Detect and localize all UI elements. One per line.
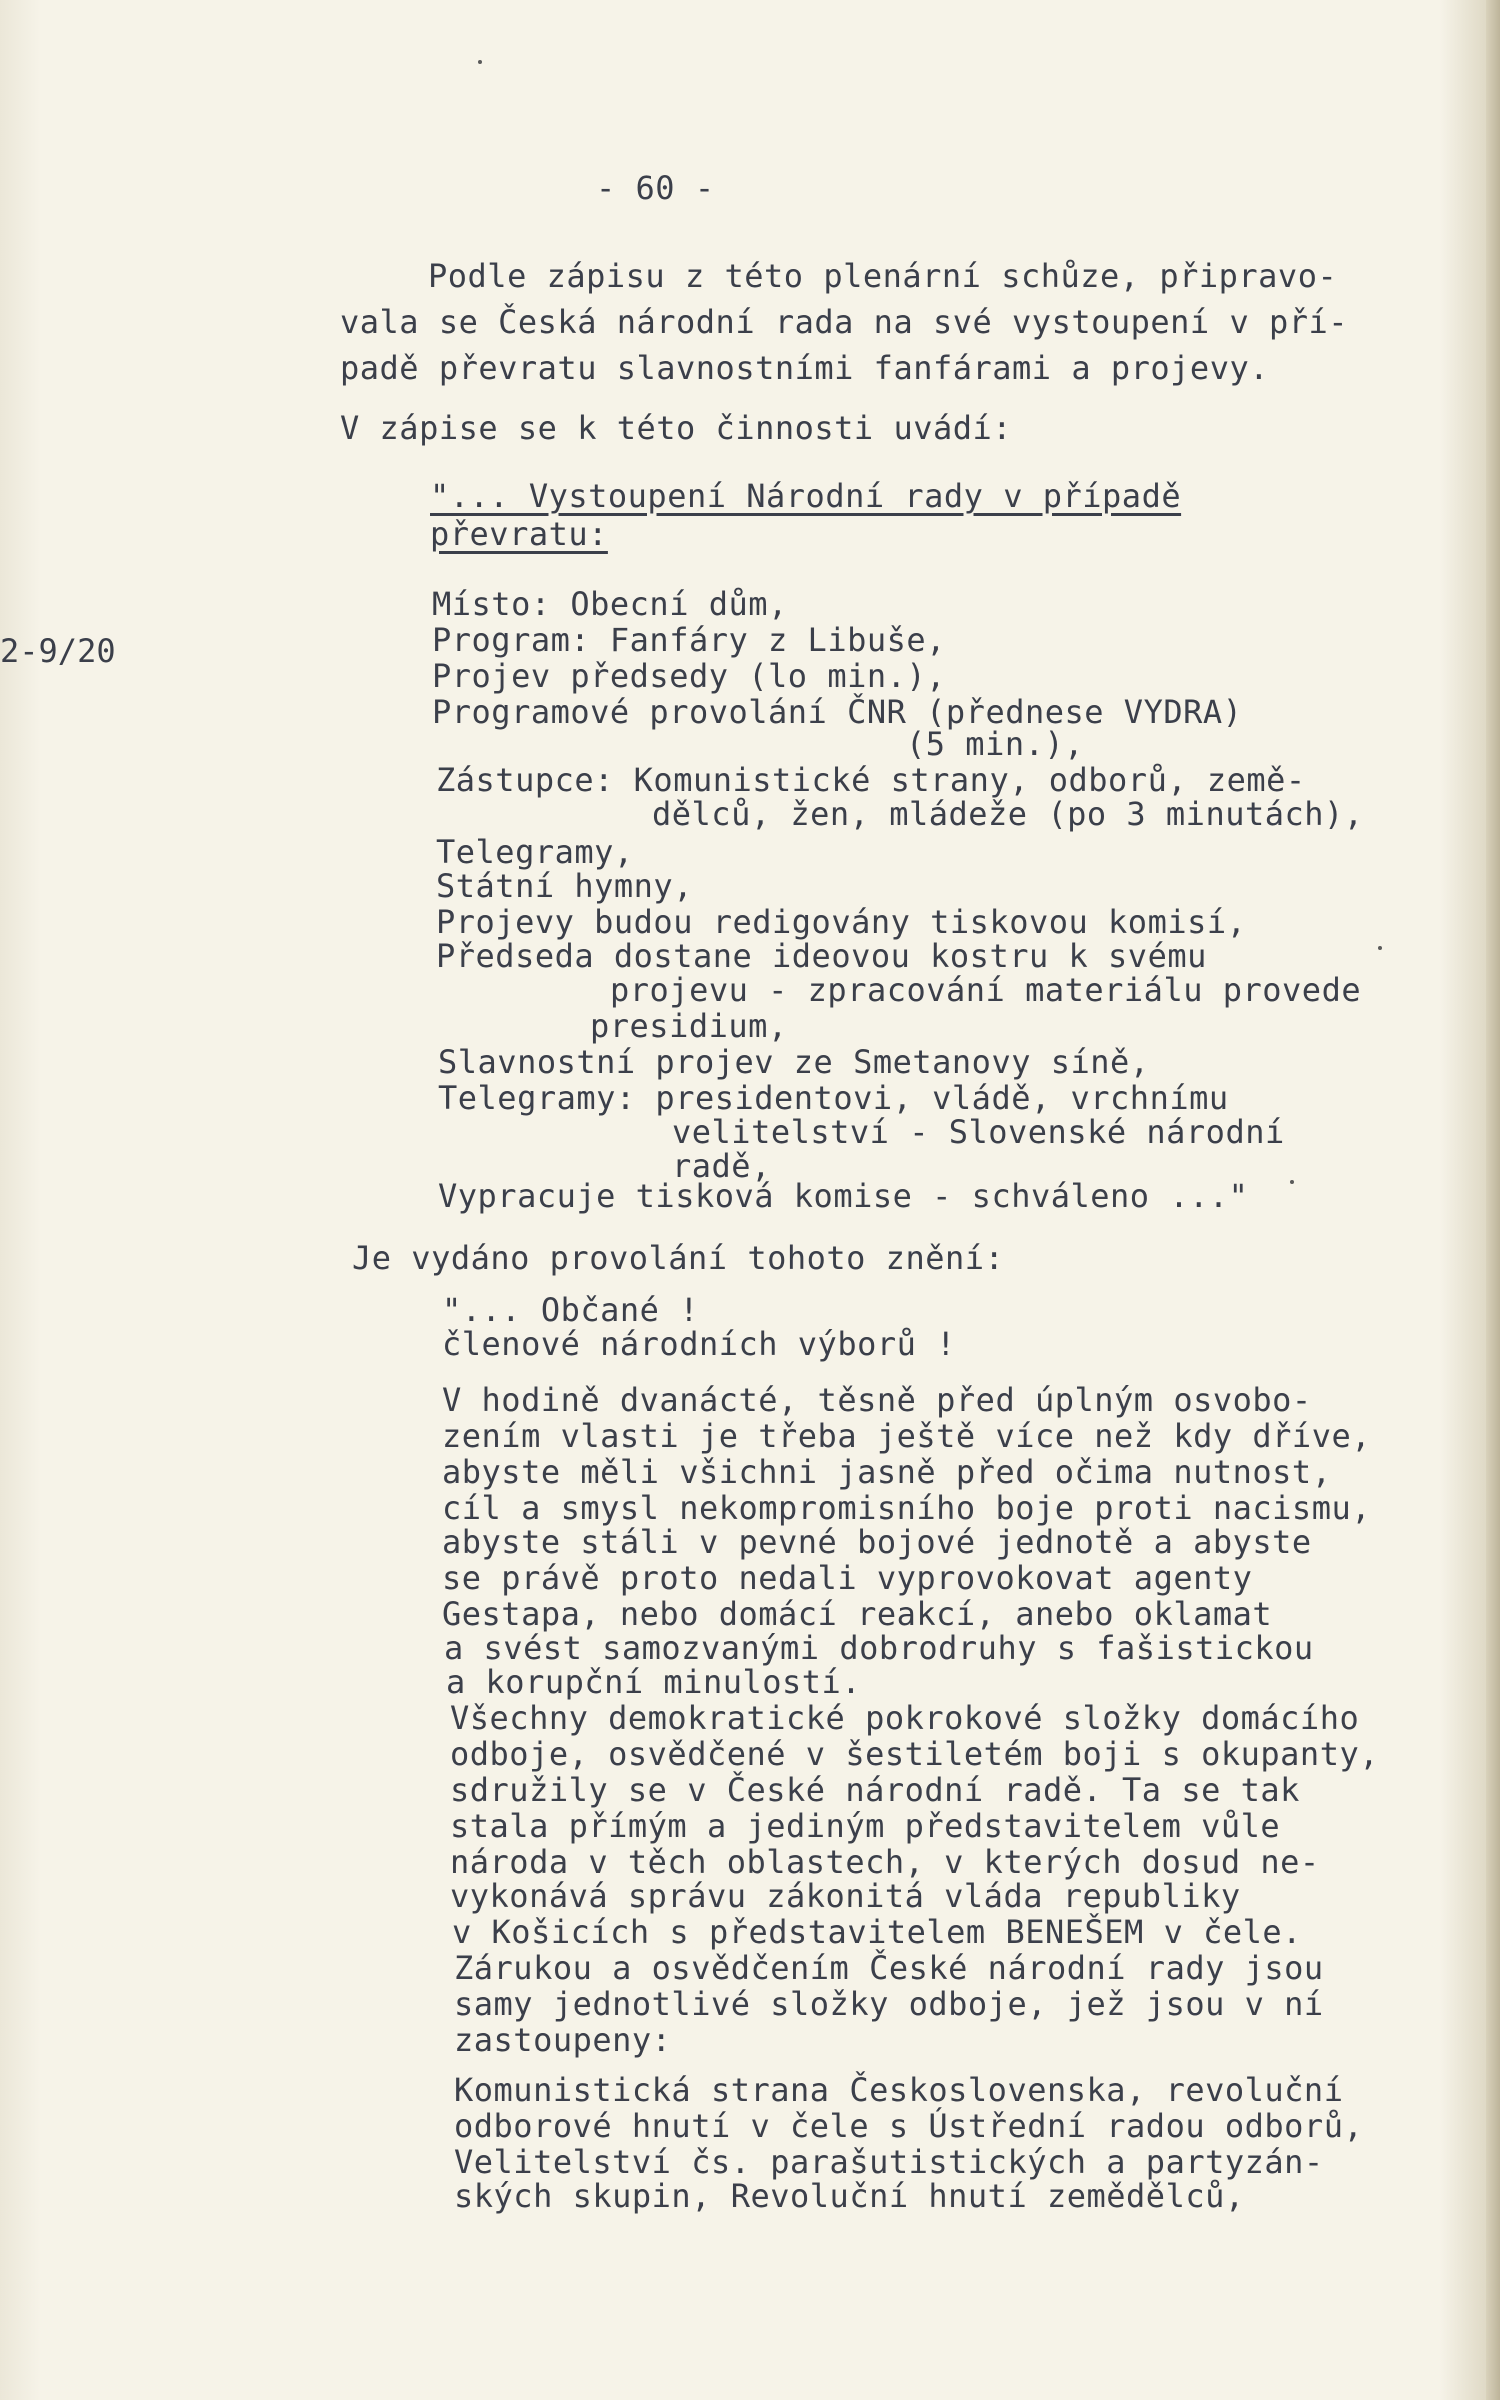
program-line: projevu - zpracování materiálu provede bbox=[610, 971, 1362, 1009]
program-line: velitelství - Slovenské národní bbox=[672, 1113, 1285, 1151]
paragraph-line: Podle zápisu z této plenární schůze, připravo- bbox=[428, 257, 1338, 295]
proclamation-line: a korupční minulostí. bbox=[446, 1663, 862, 1701]
program-line: (5 min.), bbox=[906, 725, 1084, 763]
proclamation-line: vykonává správu zákonitá vláda republiky bbox=[450, 1877, 1241, 1915]
ink-dot bbox=[1378, 946, 1382, 950]
proclamation-line: V hodině dvanácté, těsně před úplným osvobo- bbox=[442, 1381, 1312, 1419]
program-line: Telegramy: presidentovi, vládě, vrchnímu bbox=[438, 1079, 1229, 1117]
proclamation-line: zastoupeny: bbox=[454, 2021, 672, 2059]
quote-heading-line: převratu: bbox=[430, 515, 608, 553]
program-line: Předseda dostane ideovou kostru k svému bbox=[436, 937, 1207, 975]
proclamation-line: sdružily se v České národní radě. Ta se tak bbox=[450, 1771, 1300, 1809]
program-line: Telegramy, bbox=[436, 833, 634, 871]
program-line: Projevy budou redigovány tiskovou komisí, bbox=[436, 903, 1247, 941]
address-line: "... Občané ! bbox=[442, 1291, 699, 1329]
program-line: Programové provolání ČNR (přednese VYDRA) bbox=[432, 693, 1243, 731]
program-line: radě, bbox=[672, 1147, 771, 1185]
proclamation-line: stala přímým a jediným představitelem vůle bbox=[450, 1807, 1281, 1845]
program-line: dělců, žen, mládeže (po 3 minutách), bbox=[652, 795, 1364, 833]
program-line: Státní hymny, bbox=[436, 867, 693, 905]
program-line: presidium, bbox=[590, 1007, 788, 1045]
paragraph-line: padě převratu slavnostními fanfárami a projevy. bbox=[340, 349, 1269, 387]
intro-line: Je vydáno provolání tohoto znění: bbox=[352, 1239, 1005, 1277]
program-line: Vypracuje tisková komise - schváleno ..." bbox=[438, 1177, 1249, 1215]
proclamation-line: se právě proto nedali vyprovokovat agenty bbox=[442, 1559, 1253, 1597]
proclamation-line: Gestapa, nebo domácí reakcí, anebo oklamat bbox=[442, 1595, 1273, 1633]
proclamation-line: Komunistická strana Československa, revoluční bbox=[454, 2071, 1344, 2109]
ink-dot bbox=[478, 60, 482, 64]
ink-dot bbox=[1290, 1180, 1294, 1184]
page-number: - 60 - bbox=[596, 169, 715, 207]
proclamation-line: abyste měli všichni jasně před očima nutnost, bbox=[442, 1453, 1332, 1491]
proclamation-line: zením vlasti je třeba ještě více než kdy dříve, bbox=[442, 1417, 1371, 1455]
proclamation-line: ských skupin, Revoluční hnutí zemědělců, bbox=[454, 2177, 1245, 2215]
proclamation-line: samy jednotlivé složky odboje, jež jsou v ní bbox=[454, 1985, 1324, 2023]
proclamation-line: Zárukou a osvědčením České národní rady jsou bbox=[454, 1949, 1324, 1987]
paragraph-line: V zápise se k této činnosti uvádí: bbox=[340, 409, 1013, 447]
program-line: Místo: Obecní dům, bbox=[432, 585, 788, 623]
quote-heading-line: "... Vystoupení Národní rady v případě bbox=[430, 477, 1182, 515]
program-line: Zástupce: Komunistické strany, odborů, země- bbox=[436, 761, 1306, 799]
paragraph-line: vala se Česká národní rada na své vystoupení v pří- bbox=[340, 303, 1349, 341]
proclamation-line: cíl a smysl nekompromisního boje proti nacismu, bbox=[442, 1489, 1371, 1527]
program-line: Slavnostní projev ze Smetanovy síně, bbox=[438, 1043, 1150, 1081]
page-edge bbox=[1486, 0, 1500, 2400]
proclamation-line: odborové hnutí v čele s Ústřední radou odborů, bbox=[454, 2107, 1364, 2145]
program-line: Program: Fanfáry z Libuše, bbox=[432, 621, 946, 659]
proclamation-line: národa v těch oblastech, v kterých dosud ne- bbox=[450, 1843, 1320, 1881]
proclamation-line: Všechny demokratické pokrokové složky domácího bbox=[450, 1699, 1360, 1737]
proclamation-line: a svést samozvanými dobrodruhy s fašistickou bbox=[444, 1629, 1314, 1667]
proclamation-line: v Košicích s představitelem BENEŠEM v čele. bbox=[452, 1913, 1302, 1951]
address-line: členové národních výborů ! bbox=[442, 1325, 956, 1363]
proclamation-line: odboje, osvědčené v šestiletém boji s okupanty, bbox=[450, 1735, 1379, 1773]
program-line: Projev předsedy (lo min.), bbox=[432, 657, 946, 695]
margin-note: 2-9/20 bbox=[0, 632, 116, 670]
proclamation-line: abyste stáli v pevné bojové jednotě a abyste bbox=[442, 1523, 1312, 1561]
proclamation-line: Velitelství čs. parašutistických a partyzán- bbox=[454, 2143, 1324, 2181]
